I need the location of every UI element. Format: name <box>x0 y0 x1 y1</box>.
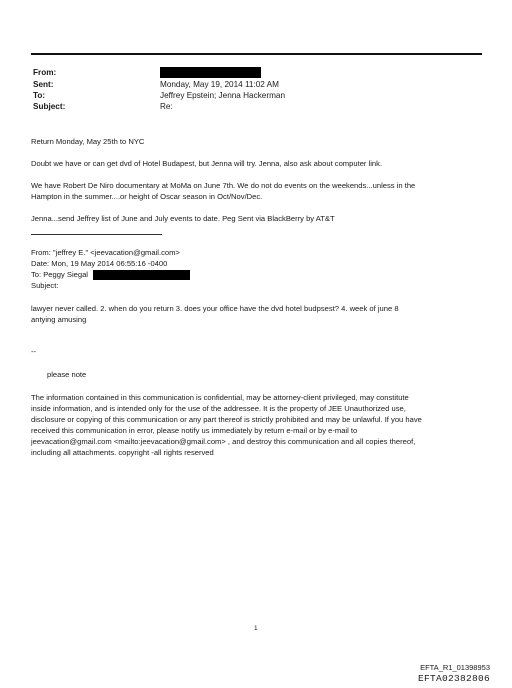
header-rule <box>31 53 482 55</box>
quoted-from: From: "jeffrey E." <jeevacation@gmail.com> <box>31 248 180 257</box>
body-line-dvd: Doubt we have or can get dvd of Hotel Budapest, but Jenna will try. Jenna, also ask about computer link. <box>31 159 383 168</box>
quote-separator <box>31 234 162 235</box>
bates-number-2: EFTA02382806 <box>417 673 490 684</box>
from-label: From: <box>33 68 57 77</box>
from-redaction <box>160 67 261 78</box>
body-line-return: Return Monday, May 25th to NYC <box>31 137 145 146</box>
disclaimer-line-4: received this communication in error, please notify us immediately by return e-mail or by e-mail to <box>31 426 358 435</box>
quoted-date: Date: Mon, 19 May 2014 06:55:16 -0400 <box>31 259 168 268</box>
quoted-to: To: Peggy Siegal <box>31 270 88 279</box>
body-line-deniro: We have Robert De Niro documentary at MoMa on June 7th. We do not do events on the weekends...unless in the <box>31 181 416 190</box>
to-label: To: <box>33 91 46 100</box>
body-line-hampton: Hampton in the summer....or height of Oscar season in Oct/Nov/Dec. <box>31 192 263 201</box>
to-redaction <box>93 270 190 280</box>
subject-value: Re: <box>160 102 173 111</box>
to-value: Jeffrey Epstein; Jenna Hackerman <box>160 91 285 100</box>
quoted-message-2: antying amusing <box>31 315 87 324</box>
sent-label: Sent: <box>33 80 54 89</box>
subject-label: Subject: <box>33 102 66 111</box>
bates-number-1: EFTA_R1_01398953 <box>420 663 490 672</box>
disclaimer-line-1: The information contained in this communication is confidential, may be attorney-client privileged, may constitute <box>31 393 409 402</box>
page-number: 1 <box>254 625 258 632</box>
signature-dash: -- <box>31 347 37 356</box>
quoted-subject: Subject: <box>31 281 59 290</box>
quoted-message-1: lawyer never called. 2. when do you return 3. does your office have the dvd hotel budpsest? 4. week of june 8 <box>31 304 399 313</box>
please-note: please note <box>47 370 87 379</box>
sent-value: Monday, May 19, 2014 11:02 AM <box>160 80 279 89</box>
disclaimer-line-2: inside information, and is intended only for the use of the addressee. It is the property of JEE Unauthorized use, <box>31 404 406 413</box>
disclaimer-line-3: disclosure or copying of this communication or any part thereof is strictly prohibited and may be unlawful. If you have <box>31 415 422 424</box>
disclaimer-line-6: including all attachments. copyright -all rights reserved <box>31 448 214 457</box>
body-line-jenna: Jenna...send Jeffrey list of June and July events to date. Peg Sent via BlackBerry by AT&T <box>31 214 335 223</box>
disclaimer-line-5: jeevacation@gmail.com <mailto:jeevacation@gmail.com> , and destroy this communication and all copies thereof, <box>31 437 416 446</box>
